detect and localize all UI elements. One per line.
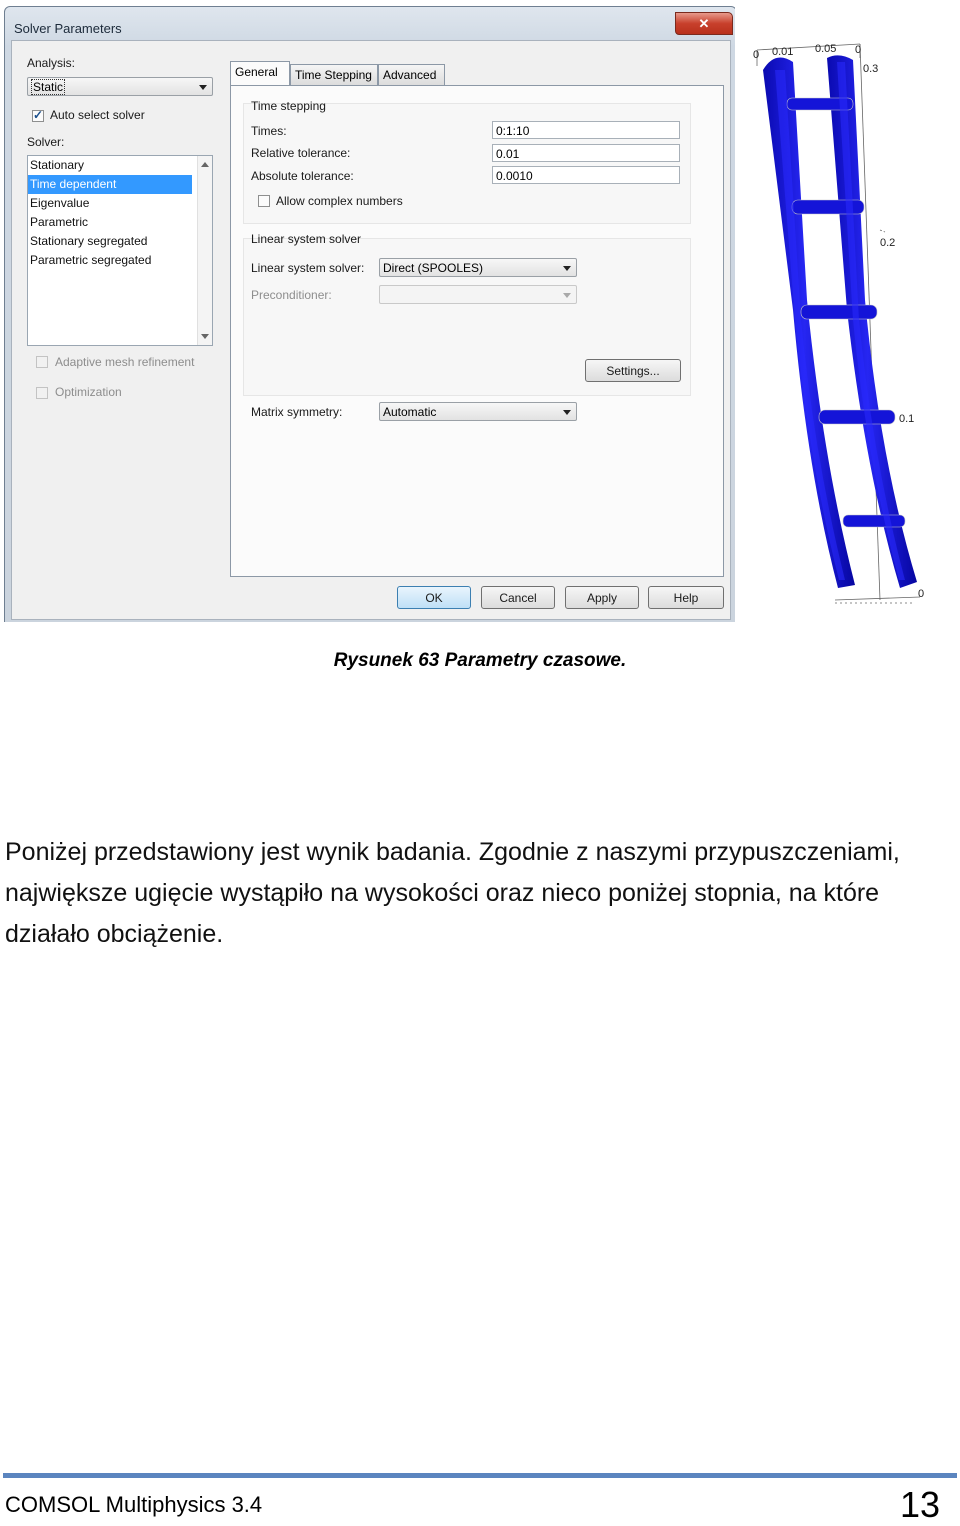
matrix-symmetry-value: Automatic [383,405,437,419]
scroll-down-icon[interactable] [201,334,209,339]
footer-title: COMSOL Multiphysics 3.4 [5,1492,263,1517]
figure-caption: Rysunek 63 Parametry czasowe. [333,650,627,671]
page-number: 13 [899,1484,940,1525]
solver-item-parametric-segregated[interactable]: Parametric segregated [30,253,152,267]
absolute-tolerance-input[interactable]: 0.0010 [492,166,680,184]
linear-solver-value: Direct (SPOOLES) [383,261,484,275]
tab-time-stepping[interactable]: Time Stepping [290,64,378,85]
axis-label-z1: 0.1 [899,413,915,425]
axis-label-z0: 0 [855,44,862,56]
dialog-title: Solver Parameters [14,21,122,36]
allow-complex-label: Allow complex numbers [276,194,403,208]
preconditioner-label: Preconditioner: [251,288,332,302]
optimization-label: Optimization [55,385,122,399]
solver-list-scrollbar[interactable] [197,156,212,345]
solver-item-stationary-segregated[interactable]: Stationary segregated [30,234,148,248]
auto-select-solver-checkbox[interactable] [32,110,44,122]
analysis-select-value: Static [33,80,64,94]
solver-item-parametric[interactable]: Parametric [30,215,89,229]
close-button[interactable]: ✕ [675,12,733,35]
solver-item-eigenvalue[interactable]: Eigenvalue [30,196,90,210]
relative-tolerance-label: Relative tolerance: [251,146,351,160]
tab-general[interactable]: General [230,61,290,85]
analysis-select[interactable] [27,77,213,96]
solver-list[interactable] [27,155,213,346]
dialog-client-area [11,40,731,620]
times-label: Times: [251,124,287,138]
linear-solver-label: Linear system solver: [251,261,365,275]
optimization-checkbox[interactable] [36,387,48,399]
adaptive-mesh-checkbox[interactable] [36,356,48,368]
scroll-up-icon[interactable] [201,162,209,167]
analysis-label: Analysis: [27,56,76,70]
solver-parameters-dialog [4,6,737,622]
solver-label: Solver: [27,135,65,149]
axis-label-z3: 0.3 [863,63,879,75]
chevron-down-icon [563,293,571,298]
adaptive-mesh-label: Adaptive mesh refinement [55,355,195,369]
axis-label-z2: 0.2 [880,237,896,249]
axis-label-x0: 0 [753,49,760,61]
general-tab-panel [230,85,724,577]
ok-button[interactable]: OK [397,586,471,609]
time-stepping-title: Time stepping [251,99,326,113]
preconditioner-select[interactable] [379,285,577,304]
matrix-symmetry-label: Matrix symmetry: [251,405,343,419]
linear-solver-select[interactable] [379,258,577,277]
tab-advanced[interactable]: Advanced [378,64,445,85]
chevron-down-icon [563,266,571,271]
relative-tolerance-input[interactable]: 0.01 [492,144,680,162]
auto-select-solver-label: Auto select solver [50,108,145,122]
solver-item-stationary[interactable]: Stationary [30,158,85,172]
linear-system-title: Linear system solver [251,232,362,246]
deformation-plot [735,0,960,622]
allow-complex-checkbox[interactable] [258,195,270,207]
footer-rule [3,1473,957,1478]
times-input[interactable]: 0:1:10 [492,121,680,139]
matrix-symmetry-select[interactable] [379,402,577,421]
right-rail [827,55,917,588]
absolute-tolerance-label: Absolute tolerance: [251,169,354,183]
solver-item-time-dependent[interactable]: Time dependent [28,175,192,194]
paragraph-line-2: największe ugięcie wystąpiło na wysokości oraz nieco poniżej stopnia, na które [5,879,880,907]
chevron-down-icon [199,85,207,90]
axis-label-x1: 0.01 [772,46,794,58]
paragraph-line-1: Poniżej przedstawiony jest wynik badania. Zgodnie z naszymi przypuszczeniami, [5,838,900,866]
axis-label-zbase: 0 [918,588,925,600]
body-paragraph [5,832,960,955]
paragraph-line-3: działało obciążenie. [5,920,224,948]
cancel-button[interactable]: Cancel [481,586,555,609]
axis-label-x2: 0.05 [815,43,837,55]
figure-screenshot [0,0,960,622]
settings-button[interactable]: Settings... [585,359,681,382]
apply-button[interactable]: Apply [565,586,639,609]
help-button[interactable]: Help [648,586,724,609]
ladder-3d-render [735,0,960,622]
chevron-down-icon [563,410,571,415]
